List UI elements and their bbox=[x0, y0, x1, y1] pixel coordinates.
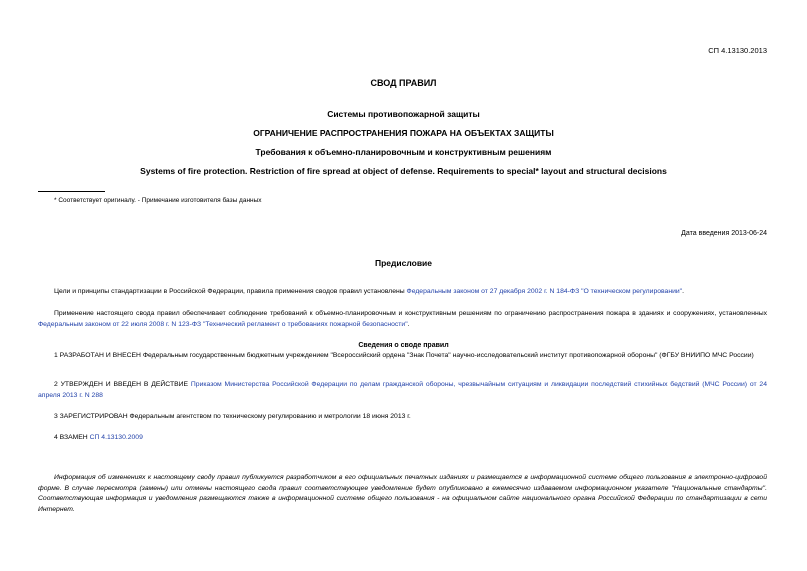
info-heading: Сведения о своде правил bbox=[358, 342, 449, 349]
system-title: Системы противопожарной защиты bbox=[327, 109, 480, 119]
info-item-approved-text: 2 УТВЕРЖДЕН И ВВЕДЕН В ДЕЙСТВИЕ bbox=[54, 381, 191, 388]
preface-paragraph-1-text: Цели и принципы стандартизации в Российской Федерации, правила применения сводов правил установлены bbox=[54, 288, 407, 295]
footnote-divider bbox=[38, 191, 105, 192]
info-item-registered: 3 ЗАРЕГИСТРИРОВАН Федеральным агентством по техническому регулированию и метрологии 18 июня 2013 г. bbox=[54, 413, 411, 420]
preface-paragraph-2-end: . bbox=[407, 320, 410, 328]
introduction-date: Дата введения 2013-06-24 bbox=[681, 230, 767, 237]
info-item-replaces-text: 4 ВЗАМЕН bbox=[54, 434, 90, 441]
preface-paragraph-1-end: . bbox=[682, 288, 684, 295]
preface-paragraph-1 bbox=[38, 287, 767, 298]
preface-paragraph-2-text: Применение настоящего свода правил обеспечивает соблюдение требований к объемно-планировочным и конструктивным решениям по ограничению распространения пожара в зданиях и сооружениях, установленных bbox=[54, 310, 767, 317]
order-288-link[interactable]: Приказом Министерства Российской Федерации по делам гражданской обороны, чрезвычайным ситуациям и ликвидации последствий стихийных бедствий (МЧС России) от 24 апреля 2013 г. N 288 bbox=[38, 381, 767, 399]
main-title: ОГРАНИЧЕНИЕ РАСПРОСТРАНЕНИЯ ПОЖАРА НА ОБЪЕКТАХ ЗАЩИТЫ bbox=[253, 128, 554, 138]
document-type-title: СВОД ПРАВИЛ bbox=[370, 78, 437, 88]
sp-2009-link[interactable]: СП 4.13130.2009 bbox=[89, 434, 143, 441]
notice-paragraph: Информация об изменениях к настоящему своду правил публикуется разработчиком в его официальных печатных изданиях и размещается в информационной системе общего пользования в электронно-цифровой форме. В случае пересмотра (замены) или отмены настоящего свода правил соответствующее уведомление будет опубликовано в ежемесячно издаваемом информационном указателе "Национальные стандарты". Соответствующая информация и уведомления размещаются также в информационной системе общего пользования - на официальном сайте национального органа Российской Федерации по стандартизации в сети Интернет. bbox=[38, 474, 767, 513]
info-item-replaces bbox=[38, 433, 767, 444]
preface-paragraph-2 bbox=[38, 309, 767, 330]
footnote: * Соответствует оригиналу. - Примечание изготовителя базы данных bbox=[54, 197, 262, 204]
preface-heading: Предисловие bbox=[374, 258, 433, 268]
federal-law-123-link[interactable]: Федеральным законом от 22 июля 2008 г. N 123-ФЗ "Технический регламент о требованиях пожарной безопасности" bbox=[38, 320, 408, 328]
document-code: СП 4.13130.2013 bbox=[708, 46, 767, 55]
info-item-developed: 1 РАЗРАБОТАН И ВНЕСЕН Федеральным государственным бюджетным учреждением "Всероссийский ордена "Знак Почета" научно-исследовательский институт противопожарной обороны" (ФГБУ ВНИИПО МЧС России) bbox=[54, 352, 754, 359]
info-item-approved bbox=[38, 380, 767, 401]
requirements-subtitle: Требования к объемно-планировочным и конструктивным решениям bbox=[255, 147, 552, 157]
english-title: Systems of fire protection. Restriction of fire spread at object of defense. Requirements to special* layout and structural decisions bbox=[140, 166, 667, 176]
federal-law-184-link[interactable]: Федеральным законом от 27 декабря 2002 г. N 184-ФЗ "О техническом регулировании" bbox=[406, 288, 683, 295]
